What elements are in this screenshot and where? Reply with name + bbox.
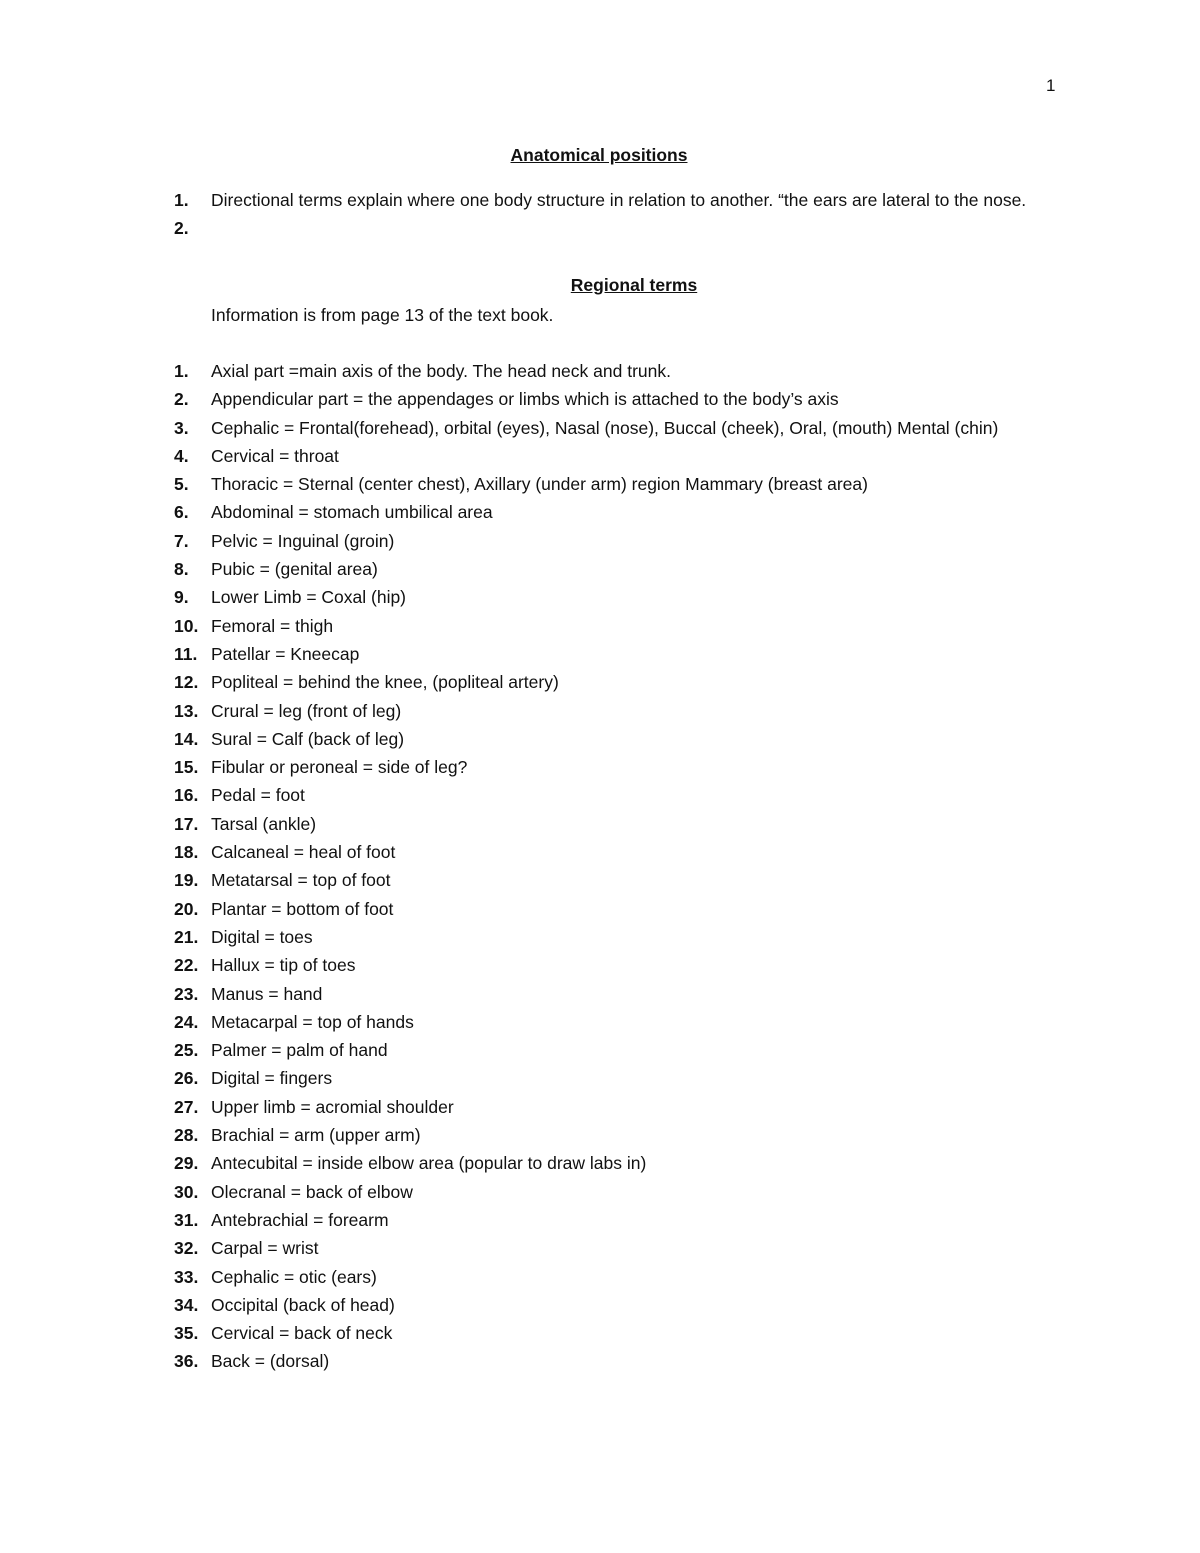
item-text: Cephalic = otic (ears) — [211, 1266, 377, 1287]
item-number: 17. — [174, 813, 199, 834]
regional-term-item — [0, 1149, 1061, 1177]
item-number: 35. — [174, 1323, 199, 1344]
regional-term-item — [0, 442, 1061, 470]
regional-term-item — [0, 895, 1061, 923]
item-number: 2. — [174, 389, 189, 410]
item-text: Digital = fingers — [211, 1068, 333, 1089]
item-number: 9. — [174, 587, 189, 608]
regional-term-item — [0, 697, 1061, 725]
regional-term-item — [0, 980, 1061, 1008]
item-number: 2. — [174, 218, 189, 239]
regional-term-item — [0, 753, 1061, 781]
regional-term-item — [0, 1263, 1061, 1291]
item-text: Pelvic = Inguinal (groin) — [211, 530, 395, 551]
item-number: 27. — [174, 1096, 199, 1117]
regional-term-item — [0, 1093, 1061, 1121]
regional-term-item — [0, 838, 1061, 866]
regional-term-item — [0, 1008, 1061, 1036]
item-number: 3. — [174, 417, 189, 438]
item-text: Appendicular part = the appendages or limbs which is attached to the body’s axis — [211, 389, 839, 410]
item-number: 20. — [174, 898, 199, 919]
item-number: 10. — [174, 615, 199, 636]
regional-term-item — [0, 1178, 1061, 1206]
item-number: 36. — [174, 1351, 199, 1372]
item-text: Directional terms explain where one body structure in relation to another. “the ears are lateral to the nose. — [211, 190, 1027, 210]
item-number: 7. — [174, 530, 189, 551]
item-number: 25. — [174, 1040, 199, 1061]
item-number: 18. — [174, 842, 199, 863]
item-text: Metacarpal = top of hands — [211, 1011, 414, 1032]
item-text: Tarsal (ankle) — [211, 813, 317, 834]
item-number: 22. — [174, 955, 199, 976]
item-text: Manus = hand — [211, 983, 323, 1004]
item-number: 13. — [174, 700, 199, 721]
regional-term-item — [0, 668, 1061, 696]
item-text: Carpal = wrist — [211, 1238, 319, 1259]
item-text: Plantar = bottom of foot — [211, 898, 394, 919]
regional-terms-list — [0, 357, 1061, 1376]
item-text: Digital = toes — [211, 926, 313, 947]
regional-term-item — [0, 640, 1061, 668]
regional-term-item — [0, 1291, 1061, 1319]
regional-term-item — [0, 951, 1061, 979]
regional-term-item — [0, 470, 1061, 498]
regional-term-item — [0, 498, 1061, 526]
item-number: 8. — [174, 559, 189, 580]
item-number: 11. — [174, 643, 198, 664]
item-number: 31. — [174, 1209, 199, 1230]
regional-term-item — [0, 555, 1061, 583]
item-text: Back = (dorsal) — [211, 1351, 330, 1372]
intro-item — [0, 214, 1061, 242]
regional-term-item — [0, 414, 1061, 442]
regional-term-item — [0, 527, 1061, 555]
item-number: 21. — [174, 926, 199, 947]
item-number: 12. — [174, 672, 199, 693]
regional-term-item — [0, 810, 1061, 838]
item-text: Cervical = throat — [211, 445, 339, 466]
item-number: 1. — [174, 361, 189, 381]
item-text: Abdominal = stomach umbilical area — [211, 502, 493, 523]
item-number: 24. — [174, 1011, 199, 1032]
item-text: Crural = leg (front of leg) — [211, 700, 402, 721]
item-number: 29. — [174, 1153, 199, 1174]
item-number: 34. — [174, 1294, 199, 1315]
item-number: 16. — [174, 785, 199, 806]
item-text: Pubic = (genital area) — [211, 559, 378, 580]
item-number: 15. — [174, 757, 199, 778]
item-text: Antecubital = inside elbow area (popular to draw labs in) — [211, 1153, 647, 1174]
item-text: Popliteal = behind the knee, (popliteal artery) — [211, 672, 559, 693]
regional-term-item — [0, 357, 1061, 385]
item-text: Axial part =main axis of the body. The head neck and trunk. — [211, 361, 671, 381]
item-text: Hallux = tip of toes — [211, 955, 356, 976]
item-text: Palmer = palm of hand — [211, 1040, 388, 1061]
item-text: Brachial = arm (upper arm) — [211, 1125, 421, 1146]
item-text: Cervical = back of neck — [211, 1323, 393, 1344]
regional-term-item — [0, 1347, 1061, 1375]
regional-term-item — [0, 1206, 1061, 1234]
item-text: Lower Limb = Coxal (hip) — [211, 587, 407, 608]
page-number: 1 — [1046, 76, 1056, 95]
item-text: Antebrachial = forearm — [211, 1209, 389, 1230]
page-title: Anatomical positions — [510, 145, 688, 165]
regional-term-item — [0, 1064, 1061, 1092]
section-heading-regional-terms: Regional terms — [570, 275, 698, 295]
regional-term-item — [0, 1319, 1061, 1347]
regional-term-item — [0, 1121, 1061, 1149]
item-number: 5. — [174, 474, 189, 495]
regional-term-item — [0, 583, 1061, 611]
item-text: Patellar = Kneecap — [211, 643, 360, 664]
item-text: Sural = Calf (back of leg) — [211, 728, 405, 749]
item-number: 33. — [174, 1266, 199, 1287]
info-line: Information is from page 13 of the text book. — [211, 305, 554, 325]
regional-term-item — [0, 1234, 1061, 1262]
regional-term-item — [0, 385, 1061, 413]
item-text: Olecranal = back of elbow — [211, 1181, 413, 1202]
regional-term-item — [0, 612, 1061, 640]
item-text: Pedal = foot — [211, 785, 305, 806]
item-text: Femoral = thigh — [211, 615, 334, 636]
item-text: Occipital (back of head) — [211, 1294, 395, 1315]
item-number: 28. — [174, 1125, 199, 1146]
intro-item — [0, 186, 1061, 214]
regional-term-item — [0, 923, 1061, 951]
regional-term-item — [0, 725, 1061, 753]
item-text: Upper limb = acromial shoulder — [211, 1096, 454, 1117]
item-text: Cephalic = Frontal(forehead), orbital (eyes), Nasal (nose), Buccal (cheek), Oral, (mouth) Mental (chin) — [211, 417, 999, 438]
item-number: 19. — [174, 870, 199, 891]
item-number: 23. — [174, 983, 199, 1004]
regional-term-item — [0, 866, 1061, 894]
item-number: 1. — [174, 190, 189, 210]
item-number: 6. — [174, 502, 189, 523]
regional-term-item — [0, 1036, 1061, 1064]
item-number: 32. — [174, 1238, 199, 1259]
item-text: Fibular or peroneal = side of leg? — [211, 757, 468, 778]
regional-term-item — [0, 781, 1061, 809]
item-text: Metatarsal = top of foot — [211, 870, 391, 891]
item-number: 14. — [174, 728, 199, 749]
item-text: Calcaneal = heal of foot — [211, 842, 396, 863]
item-number: 30. — [174, 1181, 199, 1202]
intro-list — [0, 186, 1061, 243]
item-text: Thoracic = Sternal (center chest), Axillary (under arm) region Mammary (breast area) — [211, 474, 868, 495]
item-number: 4. — [174, 445, 189, 466]
item-number: 26. — [174, 1068, 199, 1089]
